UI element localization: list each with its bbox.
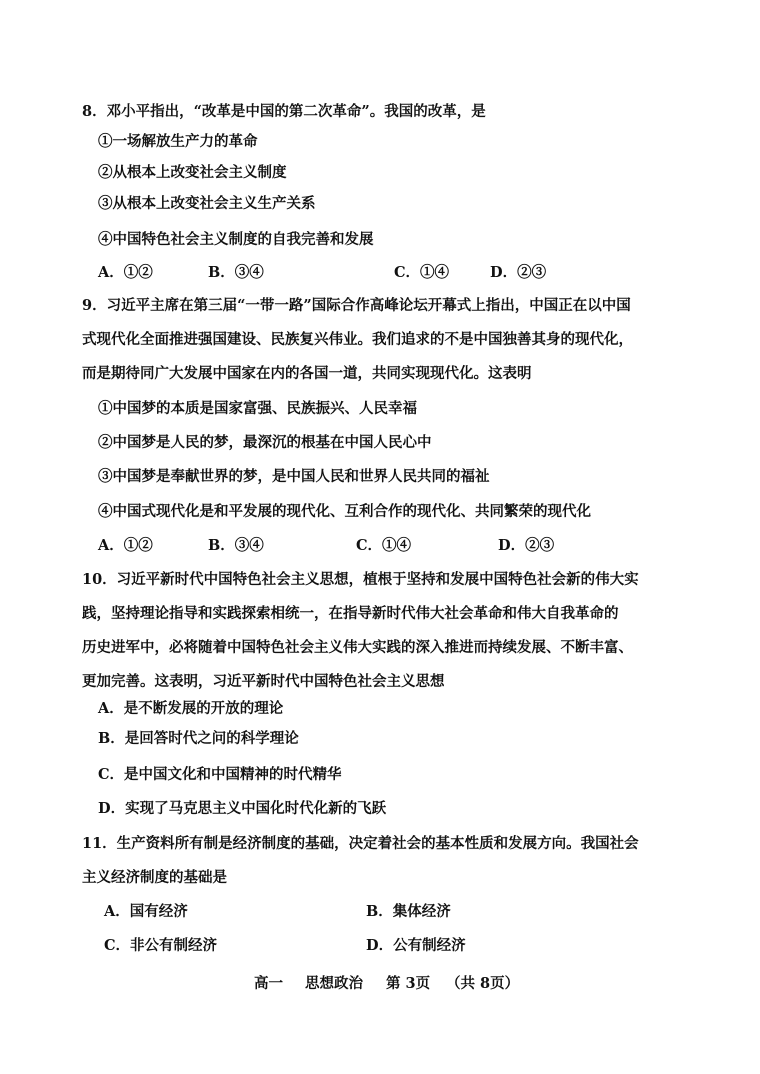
q9-option-a: A．①② bbox=[98, 537, 153, 554]
q10-option-b: B．是回答时代之问的科学理论 bbox=[98, 730, 299, 747]
q8-item-1: ①一场解放生产力的革命 bbox=[98, 133, 258, 150]
page-footer bbox=[0, 974, 760, 994]
footer-total-pages: （共 8页） bbox=[446, 975, 520, 992]
q9-stem-line-2: 式现代化全面推进强国建设、民族复兴伟业。我们追求的不是中国独善其身的现代化， bbox=[82, 331, 633, 348]
q9-item-1: ①中国梦的本质是国家富强、民族振兴、人民幸福 bbox=[98, 400, 417, 417]
q11-option-b: B．集体经济 bbox=[366, 903, 451, 920]
q10-stem-line-3: 历史进军中，必将随着中国特色社会主义伟大实践的深入推进而持续发展、不断丰富、 bbox=[82, 639, 633, 656]
q9-item-3: ③中国梦是奉献世界的梦，是中国人民和世界人民共同的福祉 bbox=[98, 468, 490, 485]
q9-option-b: B．③④ bbox=[208, 537, 264, 554]
q8-option-d: D．②③ bbox=[490, 264, 547, 281]
q9-stem-line-3: 而是期待同广大发展中国家在内的各国一道，共同实现现代化。这表明 bbox=[82, 365, 532, 382]
q9-option-d: D．②③ bbox=[498, 537, 555, 554]
q9-item-2: ②中国梦是人民的梦，最深沉的根基在中国人民心中 bbox=[98, 434, 432, 451]
q10-option-d: D．实现了马克思主义中国化时代化新的飞跃 bbox=[98, 800, 387, 817]
q10-stem-line-1: 10．习近平新时代中国特色社会主义思想，植根于坚持和发展中国特色社会新的伟大实 bbox=[82, 571, 639, 588]
q11-stem-line-2: 主义经济制度的基础是 bbox=[82, 869, 227, 886]
q10-stem-line-4: 更加完善。这表明，习近平新时代中国特色社会主义思想 bbox=[82, 673, 445, 690]
footer-subject: 思想政治 bbox=[305, 975, 363, 992]
q11-option-d: D．公有制经济 bbox=[366, 937, 466, 954]
q9-option-c: C．①④ bbox=[356, 537, 412, 554]
q9-stem-line-1: 9．习近平主席在第三届“一带一路”国际合作高峰论坛开幕式上指出，中国正在以中国 bbox=[82, 297, 631, 314]
q10-option-c: C．是中国文化和中国精神的时代精华 bbox=[98, 766, 342, 783]
q11-stem-line-1: 11．生产资料所有制是经济制度的基础，决定着社会的基本性质和发展方向。我国社会 bbox=[82, 835, 639, 852]
q11-option-c: C．非公有制经济 bbox=[104, 937, 218, 954]
q10-stem-line-2: 践，坚持理论指导和实践探索相统一，在指导新时代伟大社会革命和伟大自我革命的 bbox=[82, 605, 619, 622]
q10-option-a: A．是不断发展的开放的理论 bbox=[98, 700, 284, 717]
q8-stem: 8．邓小平指出，“改革是中国的第二次革命”。我国的改革，是 bbox=[82, 103, 486, 120]
q11-option-a: A．国有经济 bbox=[104, 903, 188, 920]
q8-item-4: ④中国特色社会主义制度的自我完善和发展 bbox=[98, 231, 374, 248]
q8-option-a: A．①② bbox=[98, 264, 153, 281]
q8-option-c: C．①④ bbox=[394, 264, 450, 281]
q9-item-4: ④中国式现代化是和平发展的现代化、互利合作的现代化、共同繁荣的现代化 bbox=[98, 503, 591, 520]
q8-item-3: ③从根本上改变社会主义生产关系 bbox=[98, 195, 316, 212]
footer-grade: 高一 bbox=[254, 975, 283, 992]
q8-item-2: ②从根本上改变社会主义制度 bbox=[98, 164, 287, 181]
footer-page-number: 第 3页 bbox=[386, 975, 431, 992]
q8-option-b: B．③④ bbox=[208, 264, 264, 281]
